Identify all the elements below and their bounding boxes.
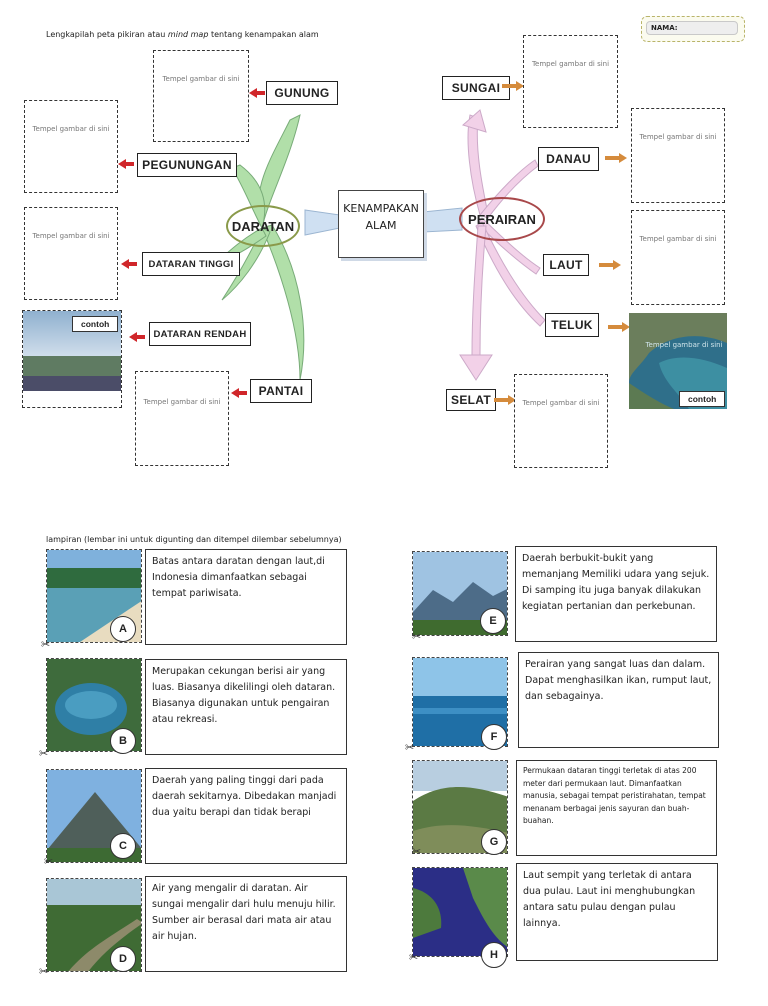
name-label: NAMA: xyxy=(646,21,738,35)
label-laut: LAUT xyxy=(543,254,589,276)
pegunungan-image-slot[interactable] xyxy=(24,100,118,193)
card-f-description: Perairan yang sangat luas dan dalam. Dapat menghasilkan ikan, rumput laut, dan sebagainya. xyxy=(518,652,719,748)
arrow-left-icon xyxy=(118,159,126,169)
daratan-node: DARATAN xyxy=(226,205,300,247)
scissors-icon: ✂ xyxy=(41,638,51,651)
card-b-description: Merupakan cekungan berisi air yang luas. Biasanya dikelilingi oleh dataran. Biasanya digunakan untuk pengairan atau rekreasi. xyxy=(145,659,347,755)
card-a-description: Batas antara daratan dengan laut,di Indonesia dimanfaatkan sebagai tempat pariwisata. xyxy=(145,549,347,645)
pantai-image-slot[interactable] xyxy=(135,371,229,466)
arrow-right-icon xyxy=(613,260,621,270)
scissors-icon: ✂ xyxy=(39,747,49,760)
card-e-letter: E xyxy=(480,608,506,634)
scissors-icon: ✂ xyxy=(412,630,422,643)
card-c-letter: C xyxy=(110,833,136,859)
danau-image-slot[interactable] xyxy=(631,108,725,203)
placeholder-text: Tempel gambar di sini xyxy=(32,232,110,240)
dataran-tinggi-image-slot[interactable] xyxy=(24,207,118,300)
selat-image-slot[interactable] xyxy=(514,374,608,468)
card-e-description: Daerah berbukit-bukit yang memanjang Memiliki udara yang sejuk. Di samping itu juga banyak dilakukan kegiatan pertanian dan perkebunan. xyxy=(515,546,717,642)
placeholder-text: Tempel gambar di sini xyxy=(32,125,110,133)
label-selat: SELAT xyxy=(446,389,496,411)
card-a-letter: A xyxy=(110,616,136,642)
card-f-letter: F xyxy=(481,724,507,750)
label-gunung: GUNUNG xyxy=(266,81,338,105)
label-danau: DANAU xyxy=(538,147,599,171)
arrow-left-icon xyxy=(121,259,129,269)
scissors-icon: ✂ xyxy=(39,965,49,978)
card-h-letter: H xyxy=(481,942,507,968)
sungai-image-slot[interactable] xyxy=(523,35,618,128)
label-dataran-tinggi: DATARAN TINGGI xyxy=(142,252,240,276)
label-dataran-rendah: DATARAN RENDAH xyxy=(149,322,251,346)
contoh-tag: contoh xyxy=(679,391,725,407)
arrow-left-icon xyxy=(129,332,137,342)
label-pegunungan: PEGUNUNGAN xyxy=(137,153,237,177)
card-b-letter: B xyxy=(110,728,136,754)
placeholder-text: Tempel gambar di sini xyxy=(522,399,600,407)
perairan-node: PERAIRAN xyxy=(459,197,545,241)
laut-image-slot[interactable] xyxy=(631,210,725,305)
scissors-icon: ✂ xyxy=(405,741,415,754)
contoh-tag: contoh xyxy=(72,316,118,332)
placeholder-text: Tempel gambar di sini xyxy=(639,133,717,141)
scissors-icon: ✂ xyxy=(44,855,54,868)
scissors-icon: ✂ xyxy=(412,845,422,858)
gunung-image-slot[interactable] xyxy=(153,50,249,142)
label-sungai: SUNGAI xyxy=(442,76,510,100)
center-topic-box xyxy=(338,190,424,258)
card-d-letter: D xyxy=(110,946,136,972)
arrow-left-icon xyxy=(249,88,257,98)
center-topic-line1: KENAMPAKAN xyxy=(343,202,419,215)
label-teluk: TELUK xyxy=(545,313,599,337)
center-topic-line2: ALAM xyxy=(365,219,397,232)
arrow-left-icon xyxy=(231,388,239,398)
label-pantai: PANTAI xyxy=(250,379,312,403)
card-g-description: Permukaan dataran tinggi terletak di atas 200 meter dari permukaan laut. Dimanfaatkan manusia, sebagai tempat peristirahatan, tempat menanam berbagai jenis sayuran dan buah-buahan. xyxy=(516,760,717,856)
lampiran-heading: lampiran (lembar ini untuk digunting dan ditempel dilembar sebelumnya) xyxy=(46,535,342,544)
placeholder-text: Tempel gambar di sini xyxy=(162,75,240,83)
placeholder-text: Tempel gambar di sini xyxy=(645,341,723,349)
placeholder-text: Tempel gambar di sini xyxy=(639,235,717,243)
card-h-description: Laut sempit yang terletak di antara dua pulau. Laut ini menghubungkan antara satu pulau dengan pulau lainnya. xyxy=(516,863,718,961)
scissors-icon: ✂ xyxy=(409,951,419,964)
card-g-letter: G xyxy=(481,829,507,855)
placeholder-text: Tempel gambar di sini xyxy=(143,398,221,406)
card-c-description: Daerah yang paling tinggi dari pada daerah sekitarnya. Dibedakan manjadi dua yaitu berapi dan tidak berapi xyxy=(145,768,347,864)
arrow-right-icon xyxy=(619,153,627,163)
card-d-description: Air yang mengalir di daratan. Air sungai mengalir dari hulu menuju hilir. Sumber air berasal dari mata air atau air hujan. xyxy=(145,876,347,972)
placeholder-text: Tempel gambar di sini xyxy=(531,60,610,68)
worksheet-instruction: Lengkapilah peta pikiran atau mind map tentang kenampakan alam xyxy=(46,30,319,39)
